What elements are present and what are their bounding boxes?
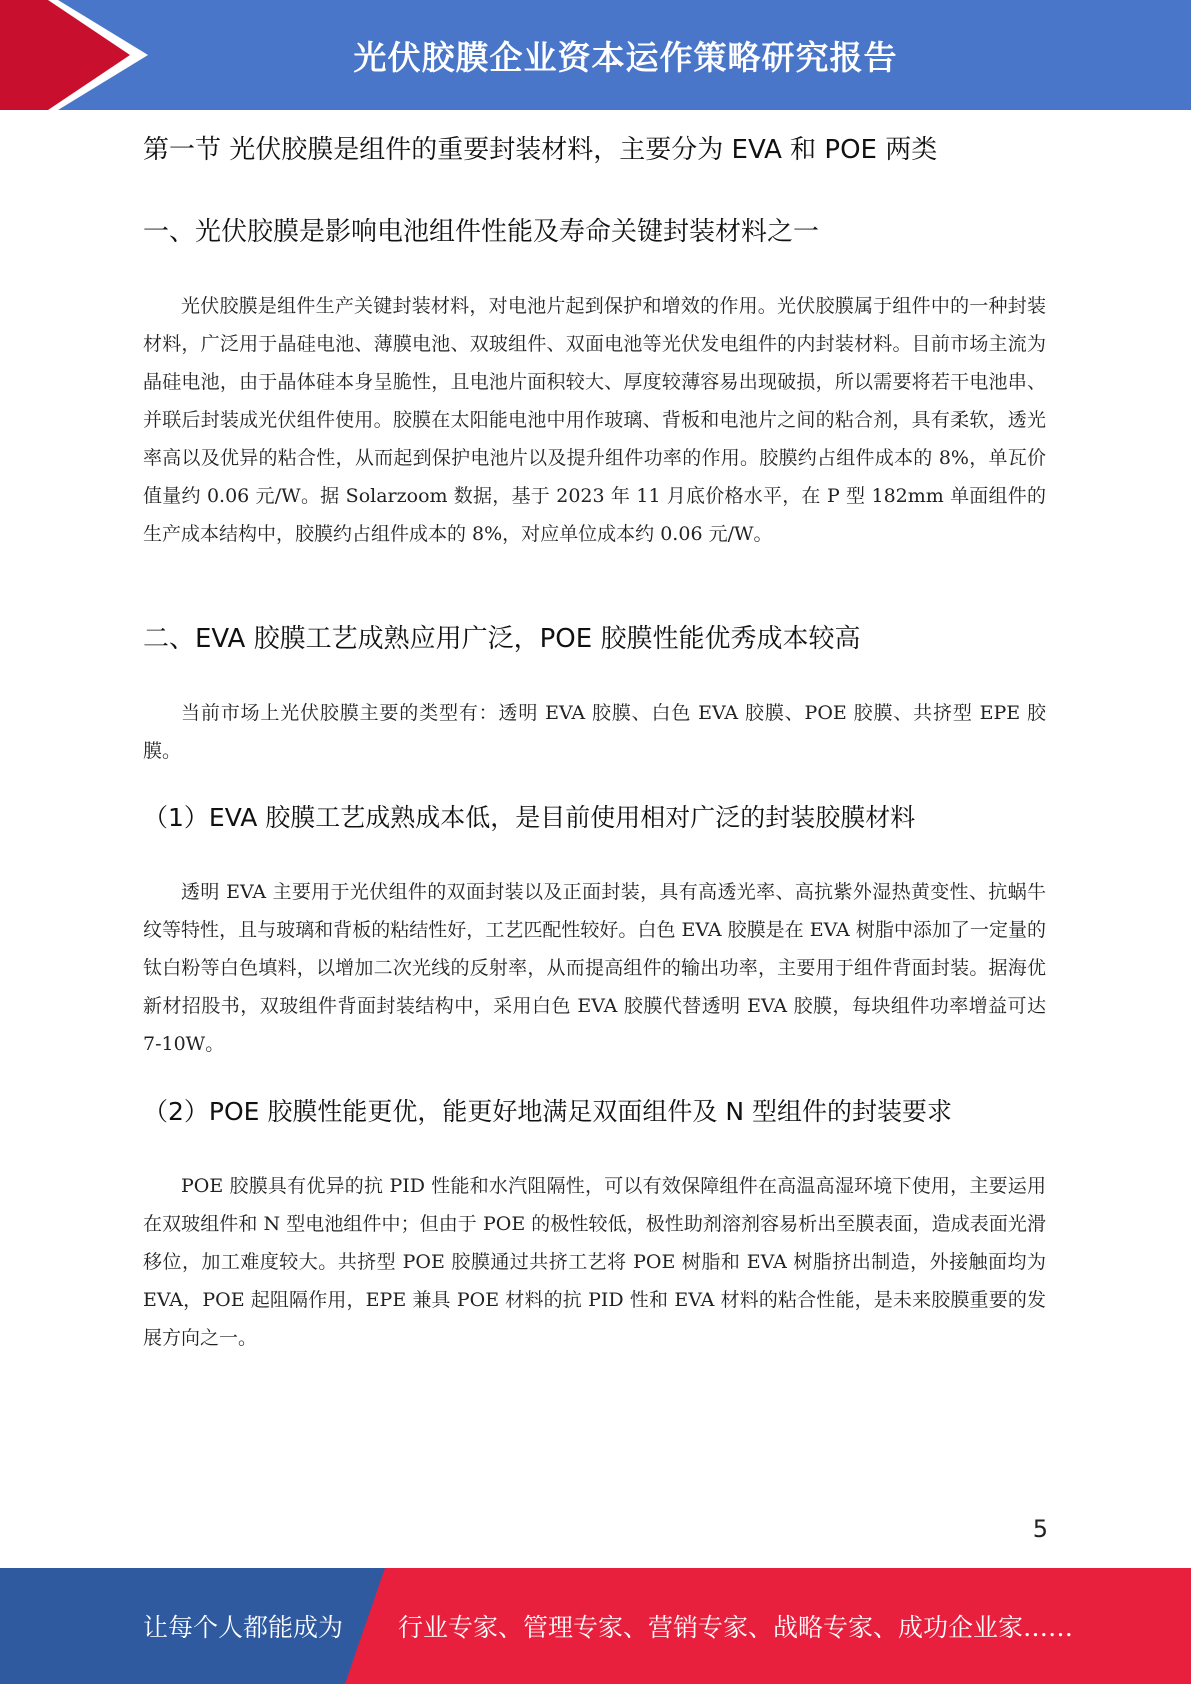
page-number: 5	[1032, 1515, 1048, 1543]
heading-part-two: 二、EVA 胶膜工艺成熟应用广泛，POE 胶膜性能优秀成本较高	[143, 624, 861, 654]
page-footer	[0, 1568, 1191, 1684]
heading-eva: （1）EVA 胶膜工艺成熟成本低，是目前使用相对广泛的封装胶膜材料	[143, 803, 916, 832]
paragraph-poe: POE 胶膜具有优异的抗 PID 性能和水汽阻隔性，可以有效保障组件在高温高湿环境下使用，主要运用在双玻组件和 N 型电池组件中；但由于 POE 的极性较低，极性助剂溶剂容易析出至膜表面，造成表面光滑移位，加工难度较大。共挤型 POE 胶膜通过共挤工艺将 POE 树脂和 EVA 树脂挤出制造，外接触面均为 EVA，POE 起阻隔作用，EPE 兼具 POE 材料的抗 PID 性和 EVA 材料的粘合性能，是未来胶膜重要的发展方向之一。	[143, 1175, 1046, 1349]
footer-slogan-right: 行业专家、管理专家、营销专家、战略专家、成功企业家……	[398, 1613, 1074, 1642]
heading-part-one: 一、光伏胶膜是影响电池组件性能及寿命关键封装材料之一	[143, 217, 820, 247]
paragraph-part-two: 当前市场上光伏胶膜主要的类型有：透明 EVA 胶膜、白色 EVA 胶膜、POE 胶膜、共挤型 EPE 胶膜。	[143, 702, 1046, 762]
heading-poe: （2）POE 胶膜性能更优，能更好地满足双面组件及 N 型组件的封装要求	[143, 1097, 952, 1126]
paragraph-eva: 透明 EVA 主要用于光伏组件的双面封装以及正面封装，具有高透光率、高抗紫外湿热黄变性、抗蜗牛纹等特性，且与玻璃和背板的粘结性好，工艺匹配性较好。白色 EVA 胶膜是在 EVA 树脂中添加了一定量的钛白粉等白色填料，以增加二次光线的反射率，从而提高组件的输出功率，主要用于组件背面封装。据海优新材招股书，双玻组件背面封装结构中，采用白色 EVA 胶膜代替透明 EVA 胶膜，每块组件功率增益可达 7-10W。	[143, 881, 1046, 1055]
report-title: 光伏胶膜企业资本运作策略研究报告	[353, 37, 898, 77]
paragraph-part-one: 光伏胶膜是组件生产关键封装材料，对电池片起到保护和增效的作用。光伏胶膜属于组件中的一种封装材料，广泛用于晶硅电池、薄膜电池、双玻组件、双面电池等光伏发电组件的内封装材料。目前市场主流为晶硅电池，由于晶体硅本身呈脆性，且电池片面积较大、厚度较薄容易出现破损，所以需要将若干电池串、并联后封装成光伏组件使用。胶膜在太阳能电池中用作玻璃、背板和电池片之间的粘合剂，具有柔软，透光率高以及优异的粘合性，从而起到保护电池片以及提升组件功率的作用。胶膜约占组件成本的 8%，单瓦价值量约 0.06 元/W。据 Solarzoom 数据，基于 2023 年 11 月底价格水平，在 P 型 182mm 单面组件的生产成本结构中，胶膜约占组件成本的 8%，对应单位成本约 0.06 元/W。	[143, 295, 1046, 545]
section-title: 第一节 光伏胶膜是组件的重要封装材料，主要分为 EVA 和 POE 两类	[143, 135, 938, 165]
footer-slogan-left: 让每个人都能成为	[143, 1613, 344, 1642]
page-header	[0, 0, 1191, 110]
header-arrow-icon	[0, 0, 160, 110]
